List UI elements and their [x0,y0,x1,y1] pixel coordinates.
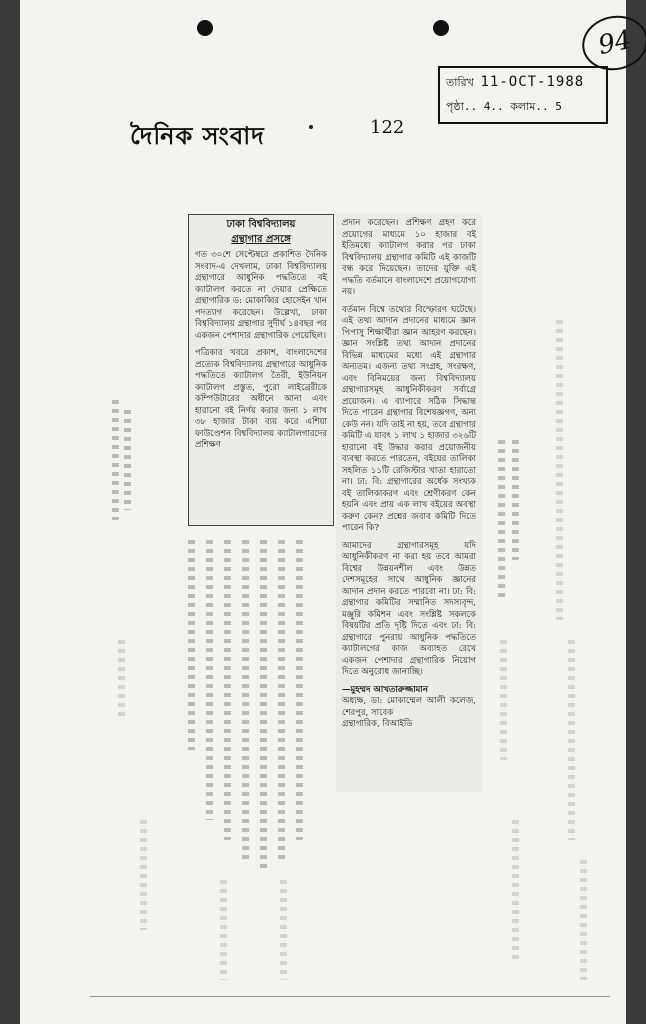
bleed-through-text [280,880,287,980]
article-headline: ঢাকা বিশ্ববিদ্যালয় [226,219,296,230]
stamp-page-value: 4 [483,100,491,113]
bleed-through-text [512,440,519,560]
stamp-date-label: তারিখ [446,76,474,89]
bleed-through-text [556,320,563,620]
newspaper-name: দৈনিক সংবাদ [130,121,265,150]
bleed-through-text [568,640,575,840]
bleed-through-text [124,410,131,510]
bleed-through-text [220,880,227,980]
article-paragraph: পত্রিকার খবরে প্রকাশ, বাংলাদেশের প্রত্যেক বিশ্ববিদ্যালয় গ্রন্থাগারে আধুনিক পদ্ধতিতে ক্যাটালগ তৈরী, ইউনিয়ন ক্যাটালগ প্রস্তুত, পুরো লাইব্রেরীকে কম্পিউটারের অধীনে আনা এবং হারানো বই নির্ণয় করার জন্য ১ লাখ ৩৮ হাজার টাকা ব্যয় করে এশিয়া ফাউণ্ডেশন বিশ্ববিদ্যালয় ক্যাটালগারদের প্রশিক্ষণ [195,348,327,450]
stamp-column-value: 5 [555,100,562,113]
corner-number: 94 [577,10,646,77]
article-left-column [188,214,334,526]
article-paragraph: গত ৩০শে সেপ্টেম্বরে প্রকাশিত দৈনিক সংবাদ-এ দেখলাম, ঢাকা বিশ্ববিদ্যালয় গ্রন্থাগারে আধুনিক পদ্ধতিতে বই ক্যাটালগ করতে না দেয়ার প্রেক্ষিতে গ্রন্থাগারিক ড: মোকাব্বির হোসেইন খান পদত্যাগ করেছেন। উল্লেখ্য, ঢাকা বিশ্ববিদ্যালয় গ্রন্থাগার সুদীর্ঘ ১৪বছর পর একজন পেশাদার গ্রন্থাগারিক পেয়েছিল। [195,250,327,341]
bleed-through-text [140,820,147,930]
article-paragraph: প্রদান করেছেন। প্রশিক্ষণ গ্রহণ করে প্রয়োগের মাধ্যমে ১০ হাজার বই ইতিমধ্যে ক্যাটালগ করার পর ঢাকা বিশ্ববিদ্যালয় গ্রন্থাগার কমিটি এই কাজটি বন্ধ করে দিয়েছেন। তাদের যুক্তি এই পদ্ধতি বর্তমানে বাংলাদেশে প্রয়োগযোগ্য নয়। [342,218,476,297]
article-subheadline: গ্রন্থাগার প্রসঙ্গে [231,233,291,245]
newspaper-clipping-page [20,0,635,1024]
article-right-column [336,214,482,792]
author-affiliation: গ্রন্থাগারিক, বিআইডি [342,719,413,729]
author-affiliation: অধ্যক্ষ, ডা: মোকাম্মেল আলী কলেজ, শেরপুর, সাবেক [342,696,476,718]
bottom-edge-line [90,996,610,997]
stamp-column-label: কলাম [510,100,536,113]
punch-hole [433,20,449,36]
date-stamp: তারিখ 11-OCT-1988 পৃষ্ঠা.. 4.. কলাম.. 5 [438,66,608,124]
ink-dot [309,125,313,129]
author-name: —মুহম্মদ আখতারুজ্জামান [342,684,428,695]
article-paragraph: বর্তমান বিশ্বে তথ্যের বিস্ফোরণ ঘটেছে। এই তথ্য আদান প্রদানের মাধ্যমে জ্ঞান পিপাসু শিক্ষার্থীরা জ্ঞান আহরণ করছেন। জ্ঞান সংশ্লিষ্ট তথ্য আদান প্রদানের বিভিন্ন মাধ্যমের মধ্যে এই গ্রন্থাগার অন্যতম। এজন্য তথ্য সংগ্রহ, সংরক্ষণ, এবং বিনিময়ের জন্য বিশ্ববিদ্যালয় গ্রন্থাগারসমূহ আধুনিকীকরণ সর্বাগ্রে প্রয়োজন। এ ব্যাপারে সঠিক সিদ্ধান্ত দিতে পারেন গ্রন্থাগার বিশেষজ্ঞগণ, অন্য কেউ নন। যদি তাই না হয়, তবে গ্রন্থাগার কমিটি এ যাবৎ ১ লাখ ১ হাজার ৩২৬টি হারানো বই উদ্ধার করার প্রয়োজনীয় ব্যবস্থা করতে পারতেন, বইয়ের তালিকা সহলিত ১১টি রেজিস্টার খাতা হারাতো না। ঢা: বি: গ্রন্থাগারের অর্ধেক সংখ্যক বই তালিকাকরণ এবং শ্রেণীকরণ কেন হয়নি এবং প্রায় এক লাখ বইয়ের অবস্থা করুণ কেন? প্রশ্নের জবাব কমিটি দিতে পারেন কি? [342,304,476,533]
article-clipping [188,214,482,792]
stamp-date-value: 11-OCT-1988 [480,74,585,90]
bleed-through-text [500,640,507,760]
bleed-through-text [118,640,125,720]
stamp-page-label: পৃষ্ঠা [446,100,464,113]
bleed-through-text [112,400,119,520]
bleed-through-text [498,440,505,600]
punch-hole [197,20,213,36]
bleed-through-text [512,820,519,960]
article-paragraph: আমাদের গ্রন্থাগারসমূহ যদি আধুনিকীকরণ না করা হয় তবে আমরা বিশ্বের উন্নয়নশীল এবং উন্নত দেশসমূহের সাথে আধুনিক জ্ঞানের আদান প্রদান করতে পারবো না। ঢা: বি: গ্রন্থাগার কমিটির সম্মানিত সদস্যবৃন্দ, মঞ্জুরি কমিশন এবং সংশ্লিষ্ট সকলকে বিষয়টির প্রতি দৃষ্টি দিতে এবং ঢা: বি: গ্রন্থাগারে পুনরায় আধুনিক পদ্ধতিতে ক্যাটালগের কাজ অব্যাহত রেখে একজন পেশাদার গ্রন্থাগারিক নিয়োগ দিতে অনুরোধ জানাচ্ছি। [342,540,476,677]
page-number: 122 [370,117,405,138]
bleed-through-text [580,860,587,980]
